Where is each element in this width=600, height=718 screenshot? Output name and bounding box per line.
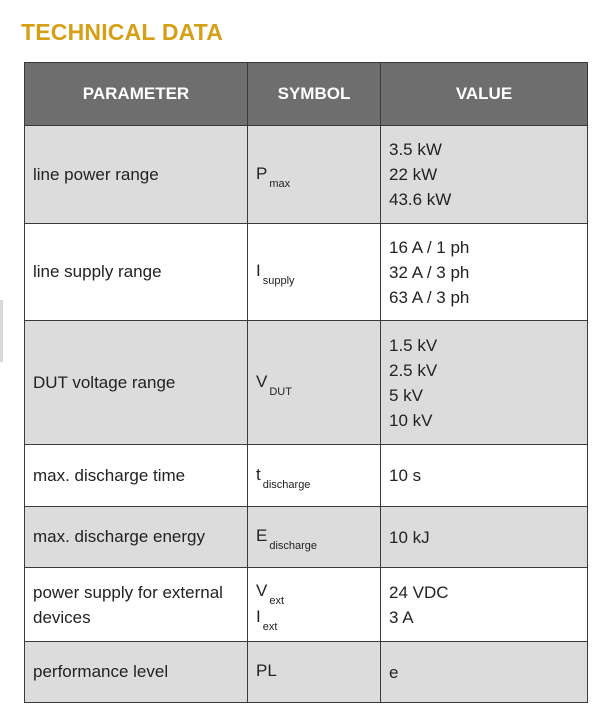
table-row bbox=[25, 224, 588, 321]
technical-data-table bbox=[24, 62, 588, 703]
symbol bbox=[256, 659, 372, 685]
value-line: 3 A bbox=[389, 607, 414, 627]
value-line: 63 A / 3 ph bbox=[389, 287, 470, 307]
table-row bbox=[25, 568, 588, 642]
symbol-main: PL bbox=[256, 661, 277, 680]
value-cell bbox=[381, 642, 588, 703]
value-cell bbox=[381, 507, 588, 568]
symbol-main: V bbox=[256, 580, 268, 600]
column-header-value: VALUE bbox=[381, 63, 588, 126]
parameter-cell: line supply range bbox=[25, 224, 248, 321]
table-row bbox=[25, 642, 588, 703]
value-line: 22 kW bbox=[389, 165, 438, 184]
symbol-main: V bbox=[256, 371, 268, 391]
symbol bbox=[256, 370, 372, 396]
value-cell bbox=[381, 224, 588, 321]
value-line: 1.5 kV bbox=[389, 335, 438, 355]
symbol bbox=[256, 259, 372, 285]
value-line: 24 VDC bbox=[389, 582, 449, 602]
table-row bbox=[25, 507, 588, 568]
symbol-subscript: discharge bbox=[269, 540, 318, 552]
column-header-parameter: PARAMETER bbox=[25, 63, 248, 126]
symbol bbox=[256, 605, 372, 631]
value-line: 5 kV bbox=[389, 385, 424, 405]
parameter-cell: power supply for external devices bbox=[25, 568, 248, 642]
symbol bbox=[256, 162, 372, 188]
value-cell bbox=[381, 126, 588, 224]
symbol-main: P bbox=[256, 163, 268, 183]
value-line: 32 A / 3 ph bbox=[389, 262, 470, 282]
parameter-cell: max. discharge time bbox=[25, 445, 248, 507]
value-line: e bbox=[389, 662, 399, 682]
value-line: 10 s bbox=[389, 466, 422, 485]
table-header-row bbox=[25, 63, 588, 126]
symbol-cell bbox=[248, 445, 381, 507]
parameter-cell: max. discharge energy bbox=[25, 507, 248, 568]
symbol-subscript: ext bbox=[269, 594, 285, 607]
value-line: 43.6 kW bbox=[389, 190, 452, 209]
value-cell bbox=[381, 445, 588, 507]
value-cell bbox=[381, 321, 588, 445]
symbol bbox=[256, 524, 372, 550]
symbol-main: E bbox=[256, 526, 268, 545]
symbol-subscript: supply bbox=[262, 275, 295, 287]
symbol-subscript: DUT bbox=[269, 385, 292, 398]
value-line: 10 kV bbox=[389, 410, 433, 430]
value-line: 2.5 kV bbox=[389, 360, 438, 380]
column-header-symbol: SYMBOL bbox=[248, 63, 381, 126]
value-cell bbox=[381, 568, 588, 642]
value-line: 16 A / 1 ph bbox=[389, 237, 470, 257]
symbol-main: I bbox=[256, 606, 261, 626]
symbol-subscript: ext bbox=[262, 620, 278, 633]
parameter-cell: line power range bbox=[25, 126, 248, 224]
symbol-cell bbox=[248, 507, 381, 568]
symbol-subscript: discharge bbox=[262, 478, 311, 491]
symbol-main: t bbox=[256, 464, 261, 484]
table-row bbox=[25, 445, 588, 507]
symbol bbox=[256, 463, 372, 489]
symbol-main: I bbox=[256, 261, 261, 280]
edge-divider bbox=[0, 300, 3, 362]
symbol bbox=[256, 579, 372, 605]
symbol-cell bbox=[248, 224, 381, 321]
parameter-cell: DUT voltage range bbox=[25, 321, 248, 445]
parameter-cell: performance level bbox=[25, 642, 248, 703]
table-row bbox=[25, 126, 588, 224]
symbol-cell bbox=[248, 321, 381, 445]
symbol-subscript: max bbox=[269, 177, 291, 190]
symbol-cell bbox=[248, 642, 381, 703]
value-line: 3.5 kW bbox=[389, 140, 442, 159]
table-row bbox=[25, 321, 588, 445]
value-line: 10 kJ bbox=[389, 527, 430, 547]
symbol-cell bbox=[248, 126, 381, 224]
page-title: TECHNICAL DATA bbox=[21, 19, 224, 45]
symbol-cell bbox=[248, 568, 381, 642]
